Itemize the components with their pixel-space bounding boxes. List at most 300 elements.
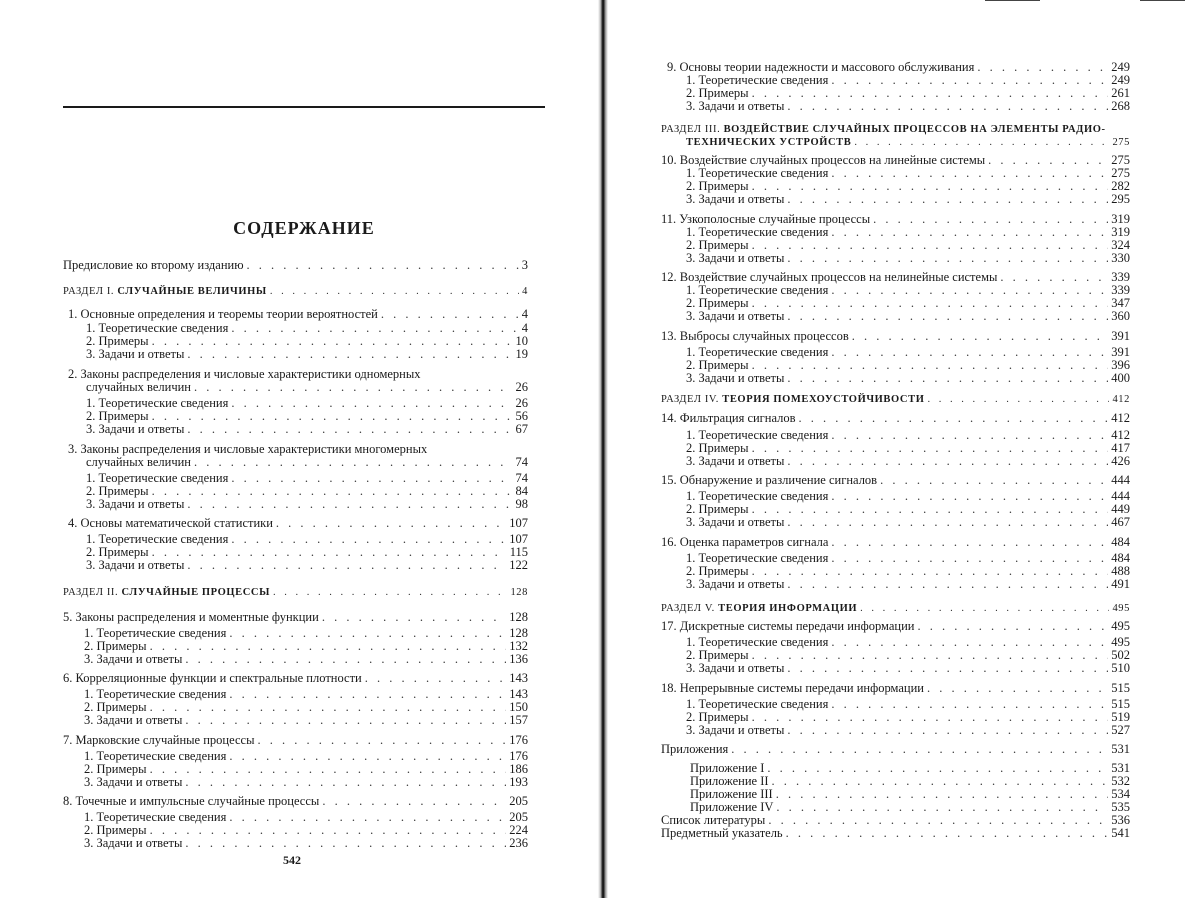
dot-leader (831, 226, 1108, 239)
toc-page-number: 176 (509, 749, 528, 763)
toc-entry-title: 3. Задачи и ответы (686, 577, 785, 591)
toc-page-number: 488 (1111, 564, 1130, 578)
dot-leader (752, 297, 1109, 310)
toc-entry (661, 393, 1130, 406)
toc-entry-title: 2. Примеры (686, 296, 749, 310)
dot-leader (831, 74, 1108, 87)
toc-page-number: 4 (521, 321, 528, 335)
toc-entry-title: 3. Задачи и ответы (686, 309, 785, 323)
toc-page-number: 157 (509, 713, 528, 727)
dot-leader (187, 559, 506, 572)
dot-leader (731, 743, 1108, 756)
toc-entry (686, 455, 1130, 468)
toc-entry-title: 3. Задачи и ответы (86, 558, 185, 572)
section-prefix: РАЗДЕЛ V. (661, 603, 715, 614)
dot-leader (231, 322, 518, 335)
toc-page-number: 128 (510, 587, 528, 598)
toc-entry-title: 3. Задачи и ответы (686, 99, 785, 113)
toc-entry (63, 259, 528, 272)
toc-page-number: 10 (515, 334, 528, 348)
dot-leader (194, 381, 513, 394)
toc-page-number: 115 (509, 545, 528, 559)
dot-leader (787, 252, 1108, 265)
toc-entry-title: Приложения (661, 742, 729, 756)
toc-page-number: 502 (1111, 648, 1130, 662)
toc-page-number: 122 (509, 558, 528, 572)
dot-leader (152, 335, 513, 348)
dot-leader (977, 61, 1108, 74)
dot-leader (752, 711, 1109, 724)
toc-entry (686, 372, 1130, 385)
section-prefix: РАЗДЕЛ IV. (661, 394, 719, 405)
toc-entry-title: 3. Задачи и ответы (84, 713, 183, 727)
toc-entry (84, 811, 528, 824)
toc-page-number: 132 (509, 639, 528, 653)
toc-entry-title: 8. Точечные и импульсные случайные процессы (63, 794, 320, 808)
toc-entry-title: Приложение IV (690, 800, 774, 814)
dot-leader (229, 811, 506, 824)
toc-page-number: 128 (509, 626, 528, 640)
page-title: СОДЕРЖАНИЕ (233, 218, 375, 238)
dot-leader (752, 180, 1109, 193)
toc-entry-title: 2. Примеры (84, 762, 147, 776)
toc-entry-title: Список литературы (661, 813, 766, 827)
toc-page-number: 531 (1111, 761, 1130, 775)
dot-leader (365, 672, 507, 685)
toc-page-number: 136 (509, 652, 528, 666)
toc-entry-title: 1. Теоретические сведения (686, 697, 829, 711)
dot-leader (768, 814, 1108, 827)
right-page (600, 0, 1200, 898)
toc-entry (686, 552, 1130, 565)
dot-leader (776, 801, 1108, 814)
toc-page-number: 107 (509, 516, 528, 530)
dot-leader (185, 837, 506, 850)
dot-leader (150, 763, 507, 776)
toc-list-right (600, 0, 1200, 898)
toc-page-number: 74 (515, 471, 528, 485)
toc-entry (686, 516, 1130, 529)
toc-page-number: 186 (509, 762, 528, 776)
toc-page-number: 193 (509, 775, 528, 789)
toc-page-number: 295 (1111, 192, 1130, 206)
toc-page-number: 128 (509, 610, 528, 624)
toc-page-number: 400 (1111, 371, 1130, 385)
toc-entry (686, 193, 1130, 206)
dot-leader (831, 167, 1108, 180)
toc-entry-title: 14. Фильтрация сигналов (661, 411, 796, 425)
toc-entry-title: 3. Задачи и ответы (86, 497, 185, 511)
section-prefix: РАЗДЕЛ II. (63, 587, 119, 598)
toc-page-number: 426 (1111, 454, 1130, 468)
dot-leader (187, 498, 512, 511)
toc-page-number: 3 (521, 258, 528, 272)
dot-leader (831, 490, 1108, 503)
toc-entry-title: 2. Примеры (686, 441, 749, 455)
section-heading (63, 586, 270, 599)
toc-page-number: 324 (1111, 238, 1130, 252)
toc-entry-title: Предметный указатель (661, 826, 783, 840)
toc-entry-title: 2. Примеры (86, 545, 149, 559)
toc-entry-title: 3. Задачи и ответы (84, 652, 183, 666)
toc-page-number: 536 (1111, 813, 1130, 827)
dot-leader (776, 788, 1109, 801)
toc-entry-title: 3. Задачи и ответы (686, 515, 785, 529)
toc-page-number: 535 (1111, 800, 1130, 814)
toc-page-number: 319 (1111, 225, 1130, 239)
toc-entry (686, 636, 1130, 649)
toc-entry-title: 1. Теоретические сведения (84, 687, 227, 701)
toc-page-number: 26 (515, 380, 528, 394)
toc-entry-title: 3. Задачи и ответы (686, 661, 785, 675)
toc-page-number: 56 (515, 409, 528, 423)
toc-entry (686, 578, 1130, 591)
toc-page-number: 205 (509, 794, 528, 808)
toc-entry (86, 322, 528, 335)
section-title: ТЕОРИЯ ИНФОРМАЦИИ (718, 603, 858, 614)
toc-page-number: 275 (1112, 137, 1130, 148)
dot-leader (187, 423, 512, 436)
dot-leader (880, 474, 1108, 487)
toc-entry-title: 2. Примеры (686, 710, 749, 724)
toc-entry-title: Предисловие ко второму изданию (63, 258, 244, 272)
toc-page-number: 484 (1111, 551, 1130, 565)
toc-page-number: 495 (1111, 635, 1130, 649)
toc-entry-title: 10. Воздействие случайных процессов на линейные системы (661, 153, 986, 167)
toc-page-number: 396 (1111, 358, 1130, 372)
toc-entry-title: 13. Выбросы случайных процессов (661, 329, 849, 343)
toc-entry (661, 536, 1130, 549)
toc-entry (86, 423, 528, 436)
toc-page-number: 275 (1111, 153, 1130, 167)
toc-entry-title: 1. Теоретические сведения (686, 428, 829, 442)
toc-entry-title: 2. Примеры (86, 484, 149, 498)
toc-entry (661, 602, 1130, 615)
toc-entry (686, 226, 1130, 239)
toc-page-number: 491 (1111, 577, 1130, 591)
dot-leader (231, 397, 512, 410)
dot-leader (752, 239, 1109, 252)
toc-page-number: 26 (515, 396, 528, 410)
toc-page-number: 107 (509, 532, 528, 546)
section-heading (63, 285, 267, 298)
toc-entry-title: 6. Корреляционные функции и спектральные плотности (63, 671, 362, 685)
dot-leader (185, 653, 506, 666)
toc-page-number: 495 (1111, 619, 1130, 633)
dot-leader (860, 602, 1109, 615)
toc-entry (84, 837, 528, 850)
toc-entry (63, 795, 528, 808)
dot-leader (772, 775, 1109, 788)
toc-entry-title: 1. Теоретические сведения (686, 551, 829, 565)
toc-entry-title: 3. Задачи и ответы (86, 347, 185, 361)
toc-entry-title: 17. Дискретные системы передачи информации (661, 619, 915, 633)
dot-leader (854, 136, 1109, 149)
toc-entry (661, 123, 1106, 136)
toc-entry (686, 310, 1130, 323)
toc-page-number: 282 (1111, 179, 1130, 193)
toc-page-number: 515 (1111, 681, 1130, 695)
toc-page-number: 484 (1111, 535, 1130, 549)
toc-page-number: 330 (1111, 251, 1130, 265)
dot-leader (1000, 271, 1108, 284)
dot-leader (185, 776, 506, 789)
toc-page-number: 532 (1111, 774, 1130, 788)
dot-leader (322, 795, 506, 808)
toc-page-number: 531 (1111, 742, 1130, 756)
dot-leader (799, 412, 1109, 425)
toc-entry (86, 559, 528, 572)
toc-entry (686, 284, 1130, 297)
dot-leader (381, 308, 519, 321)
section-heading (661, 602, 857, 615)
dot-leader (247, 259, 519, 272)
toc-page-number: 224 (509, 823, 528, 837)
toc-page-number: 205 (509, 810, 528, 824)
toc-entry-title: 3. Задачи и ответы (686, 371, 785, 385)
toc-entry (63, 734, 528, 747)
toc-entry (686, 167, 1130, 180)
dot-leader (752, 442, 1109, 455)
dot-leader (831, 536, 1108, 549)
toc-entry-title: 18. Непрерывные системы передачи информации (661, 681, 924, 695)
dot-leader (231, 472, 512, 485)
dot-leader (831, 284, 1108, 297)
toc-entry-title: 2. Примеры (84, 639, 147, 653)
toc-entry (686, 100, 1130, 113)
toc-entry (86, 472, 528, 485)
toc-entry-title: 3. Задачи и ответы (86, 422, 185, 436)
toc-page-number: 319 (1111, 212, 1130, 226)
dot-leader (752, 87, 1109, 100)
toc-entry-title: 1. Основные определения и теоремы теории вероятностей (68, 307, 378, 321)
toc-entry-title: 1. Теоретические сведения (686, 489, 829, 503)
dot-leader (229, 627, 506, 640)
toc-page-number: 67 (515, 422, 528, 436)
toc-page-number: 249 (1111, 73, 1130, 87)
dot-leader (185, 714, 506, 727)
toc-entry (661, 682, 1130, 695)
dot-leader (187, 348, 512, 361)
toc-entry-title: 1. Теоретические сведения (86, 471, 229, 485)
dot-leader (831, 636, 1108, 649)
toc-entry-title: 1. Теоретические сведения (86, 396, 229, 410)
dot-leader (787, 372, 1108, 385)
toc-page-number: 84 (515, 484, 528, 498)
toc-entry-title: Приложение II (690, 774, 769, 788)
toc-page-number: 176 (509, 733, 528, 747)
toc-entry-title: 2. Примеры (686, 358, 749, 372)
toc-entry-title: 2. Примеры (84, 700, 147, 714)
page-number: 542 (283, 853, 301, 867)
toc-page-number: 339 (1111, 283, 1130, 297)
toc-entry-title: 2. Примеры (686, 179, 749, 193)
dot-leader (831, 552, 1108, 565)
toc-page-number: 495 (1112, 603, 1130, 614)
toc-entry-title: случайных величин (86, 455, 191, 469)
toc-entry-title: 15. Обнаружение и различение сигналов (661, 473, 878, 487)
dot-leader (257, 734, 506, 747)
toc-page-number: 541 (1111, 826, 1130, 840)
dot-leader (229, 750, 506, 763)
dot-leader (752, 359, 1109, 372)
toc-entry-title: 2. Примеры (686, 86, 749, 100)
section-title: ТЕХНИЧЕСКИХ УСТРОЙСТВ (686, 137, 852, 148)
dot-leader (787, 193, 1108, 206)
dot-leader (831, 429, 1108, 442)
toc-entry-title: 9. Основы теории надежности и массового обслуживания (667, 60, 975, 74)
dot-leader (787, 724, 1108, 737)
dot-leader (276, 517, 506, 530)
toc-entry-title: 2. Примеры (86, 334, 149, 348)
toc-page-number: 534 (1111, 787, 1130, 801)
toc-entry-title: 3. Задачи и ответы (686, 723, 785, 737)
toc-page-number: 98 (515, 497, 528, 511)
dot-leader (988, 154, 1108, 167)
toc-entry (84, 688, 528, 701)
toc-entry (63, 672, 528, 685)
toc-entry (86, 456, 528, 469)
toc-entry (661, 827, 1130, 840)
dot-leader (787, 578, 1108, 591)
toc-entry (686, 74, 1130, 87)
toc-entry (86, 498, 528, 511)
toc-page-number: 143 (509, 671, 528, 685)
dot-leader (150, 701, 507, 714)
toc-page-number: 249 (1111, 60, 1130, 74)
toc-entry-title: случайных величин (86, 380, 191, 394)
toc-entry-title: Приложение I (690, 761, 765, 775)
toc-page-number: 412 (1112, 394, 1130, 405)
dot-leader (231, 533, 506, 546)
toc-page-number: 391 (1111, 345, 1130, 359)
section-heading (661, 393, 924, 406)
toc-entry (86, 533, 528, 546)
toc-entry-title: 1. Теоретические сведения (686, 345, 829, 359)
toc-entry (686, 252, 1130, 265)
toc-entry-title: 2. Примеры (86, 409, 149, 423)
toc-page-number: 4 (521, 307, 528, 321)
top-edge-mark (1140, 0, 1185, 1)
toc-entry (661, 620, 1130, 633)
toc-entry-title: 2. Примеры (686, 238, 749, 252)
toc-entry (661, 474, 1130, 487)
dot-leader (787, 310, 1108, 323)
toc-entry-title: 1. Теоретические сведения (84, 749, 227, 763)
toc-entry-title: 5. Законы распределения и моментные функции (63, 610, 319, 624)
toc-page-number: 412 (1111, 428, 1130, 442)
toc-entry (686, 662, 1130, 675)
toc-entry-title: 3. Задачи и ответы (84, 775, 183, 789)
toc-entry (661, 412, 1130, 425)
toc-page-number: 412 (1111, 411, 1130, 425)
toc-entry (63, 586, 528, 599)
dot-leader (752, 649, 1109, 662)
dot-leader (152, 546, 507, 559)
toc-entry-title: 1. Теоретические сведения (686, 635, 829, 649)
toc-entry-title: 1. Теоретические сведения (686, 283, 829, 297)
toc-entry-title: 1. Теоретические сведения (84, 626, 227, 640)
toc-page-number: 510 (1111, 661, 1130, 675)
toc-page-number: 417 (1111, 441, 1130, 455)
toc-entry-title: 3. Задачи и ответы (686, 251, 785, 265)
toc-page-number: 339 (1111, 270, 1130, 284)
toc-entry (86, 397, 528, 410)
toc-entry (84, 776, 528, 789)
dot-leader (229, 688, 506, 701)
dot-leader (873, 213, 1108, 226)
toc-entry (84, 627, 528, 640)
dot-leader (270, 285, 519, 298)
section-prefix: РАЗДЕЛ III. (661, 124, 724, 135)
section-title: ВОЗДЕЙСТВИЕ СЛУЧАЙНЫХ ПРОЦЕССОВ НА ЭЛЕМЕНТЫ РАДИО- (723, 124, 1106, 135)
toc-entry (84, 653, 528, 666)
toc-entry-title: 2. Законы распределения и числовые характеристики одномерных (68, 367, 421, 381)
toc-entry (68, 308, 528, 321)
toc-page-number: 236 (509, 836, 528, 850)
toc-page-number: 19 (515, 347, 528, 361)
toc-entry-title: 3. Задачи и ответы (686, 192, 785, 206)
toc-entry-title: 7. Марковские случайные процессы (63, 733, 255, 747)
section-heading (686, 136, 851, 149)
toc-entry (661, 743, 1130, 756)
dot-leader (767, 762, 1108, 775)
toc-entry-title: 3. Законы распределения и числовые характеристики многомерных (68, 442, 428, 456)
dot-leader (831, 346, 1108, 359)
toc-entry (84, 714, 528, 727)
toc-page-number: 467 (1111, 515, 1130, 529)
toc-entry-title: 4. Основы математической статистики (68, 516, 273, 530)
section-title: ТЕОРИЯ ПОМЕХОУСТОЙЧИВОСТИ (722, 394, 925, 405)
toc-entry (686, 724, 1130, 737)
toc-entry (86, 381, 528, 394)
toc-entry-title: 12. Воздействие случайных процессов на нелинейные системы (661, 270, 998, 284)
toc-page-number: 150 (509, 700, 528, 714)
toc-entry-title: 1. Теоретические сведения (86, 321, 229, 335)
dot-leader (152, 410, 513, 423)
section-title: СЛУЧАЙНЫЕ ВЕЛИЧИНЫ (117, 286, 267, 297)
toc-entry-title: 11. Узкополосные случайные процессы (661, 212, 871, 226)
toc-entry (686, 429, 1130, 442)
toc-page-number: 391 (1111, 329, 1130, 343)
toc-entry (84, 750, 528, 763)
toc-entry (63, 611, 528, 624)
dot-leader (322, 611, 506, 624)
toc-page-number: 268 (1111, 99, 1130, 113)
toc-page-number: 347 (1111, 296, 1130, 310)
toc-entry (63, 285, 528, 298)
toc-page-number: 74 (515, 455, 528, 469)
toc-page-number: 444 (1111, 473, 1130, 487)
dot-leader (787, 455, 1108, 468)
toc-page-number: 143 (509, 687, 528, 701)
dot-leader (787, 100, 1108, 113)
toc-entry (686, 698, 1130, 711)
toc-entry-title: 1. Теоретические сведения (84, 810, 227, 824)
toc-entry-title: 16. Оценка параметров сигнала (661, 535, 829, 549)
dot-leader (194, 456, 513, 469)
toc-page-number: 527 (1111, 723, 1130, 737)
dot-leader (752, 503, 1109, 516)
dot-leader (927, 682, 1108, 695)
toc-entry-title: 2. Примеры (686, 648, 749, 662)
toc-entry-title: Приложение III (690, 787, 773, 801)
toc-entry-title: 3. Задачи и ответы (84, 836, 183, 850)
toc-entry-title: 2. Примеры (84, 823, 147, 837)
toc-page-number: 360 (1111, 309, 1130, 323)
dot-leader (152, 485, 513, 498)
toc-page-number: 275 (1111, 166, 1130, 180)
